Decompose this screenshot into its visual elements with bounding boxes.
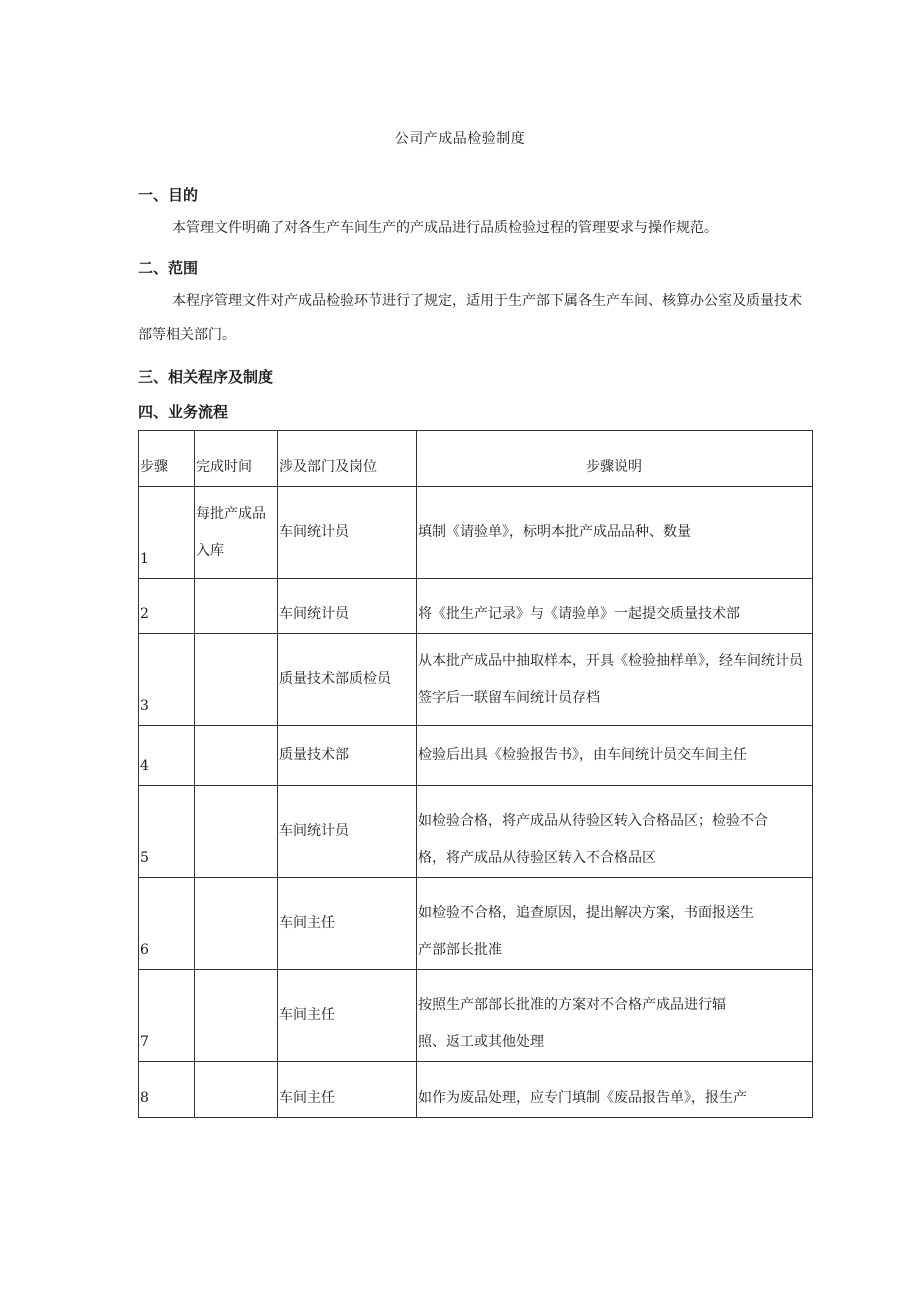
dept-cell: 质量技术部质检员 [278, 634, 417, 726]
time-cell [195, 726, 278, 786]
desc-cell: 从本批产成品中抽取样本，开具《检验抽样单》，经车间统计员签字后一联留车间统计员存档 [417, 634, 813, 726]
header-dept: 涉及部门及岗位 [278, 431, 417, 487]
time-cell [195, 786, 278, 878]
desc-cell: 按照生产部部长批准的方案对不合格产成品进行辐照、返工或其他处理 [417, 970, 813, 1062]
process-table [138, 430, 813, 1118]
dept-cell: 车间统计员 [278, 487, 417, 579]
step-cell: 1 [139, 487, 195, 579]
table-row [139, 487, 813, 579]
step-cell: 2 [139, 579, 195, 634]
dept-cell: 车间统计员 [278, 786, 417, 878]
desc-cell: 填制《请验单》，标明本批产成品品种、数量 [417, 487, 813, 579]
table-header-row [139, 431, 813, 487]
header-desc: 步骤说明 [417, 431, 813, 487]
section-2-heading: 二、范围 [138, 259, 199, 277]
section-3-heading: 三、相关程序及制度 [138, 368, 274, 386]
table-row [139, 579, 813, 634]
header-step: 步骤 [139, 431, 195, 487]
desc-cell: 如作为废品处理，应专门填制《废品报告单》，报生产 [417, 1062, 813, 1118]
dept-cell: 车间统计员 [278, 579, 417, 634]
section-1-heading: 一、目的 [138, 186, 199, 204]
document-title: 公司产成品检验制度 [394, 131, 526, 147]
time-cell [195, 970, 278, 1062]
time-cell [195, 579, 278, 634]
dept-cell: 质量技术部 [278, 726, 417, 786]
step-cell: 5 [139, 786, 195, 878]
desc-cell: 如检验不合格，追查原因，提出解决方案，书面报送生产部部长批准 [417, 878, 813, 970]
step-cell: 3 [139, 634, 195, 726]
dept-cell: 车间主任 [278, 1062, 417, 1118]
desc-cell: 检验后出具《检验报告书》，由车间统计员交车间主任 [417, 726, 813, 786]
dept-cell: 车间主任 [278, 878, 417, 970]
table-row [139, 970, 813, 1062]
table-row [139, 878, 813, 970]
dept-cell: 车间主任 [278, 970, 417, 1062]
step-cell: 7 [139, 970, 195, 1062]
section-2-text: 本程序管理文件对产成品检验环节进行了规定，适用于生产部下属各生产车间、核算办公室及质量技术部等相关部门。 [138, 293, 802, 343]
time-cell [195, 878, 278, 970]
time-cell [195, 1062, 278, 1118]
step-cell: 8 [139, 1062, 195, 1118]
table-row [139, 634, 813, 726]
table-row [139, 726, 813, 786]
table-row [139, 1062, 813, 1118]
step-cell: 4 [139, 726, 195, 786]
section-1-text: 本管理文件明确了对各生产车间生产的产成品进行品质检验过程的管理要求与操作规范。 [172, 220, 718, 236]
desc-cell: 如检验合格，将产成品从待验区转入合格品区；检验不合格，将产成品从待验区转入不合格品区 [417, 786, 813, 878]
time-cell [195, 634, 278, 726]
table-row [139, 786, 813, 878]
step-cell: 6 [139, 878, 195, 970]
time-cell: 每批产成品入库 [195, 487, 278, 579]
header-time: 完成时间 [195, 431, 278, 487]
desc-cell: 将《批生产记录》与《请验单》一起提交质量技术部 [417, 579, 813, 634]
section-4-heading: 四、业务流程 [138, 403, 229, 421]
